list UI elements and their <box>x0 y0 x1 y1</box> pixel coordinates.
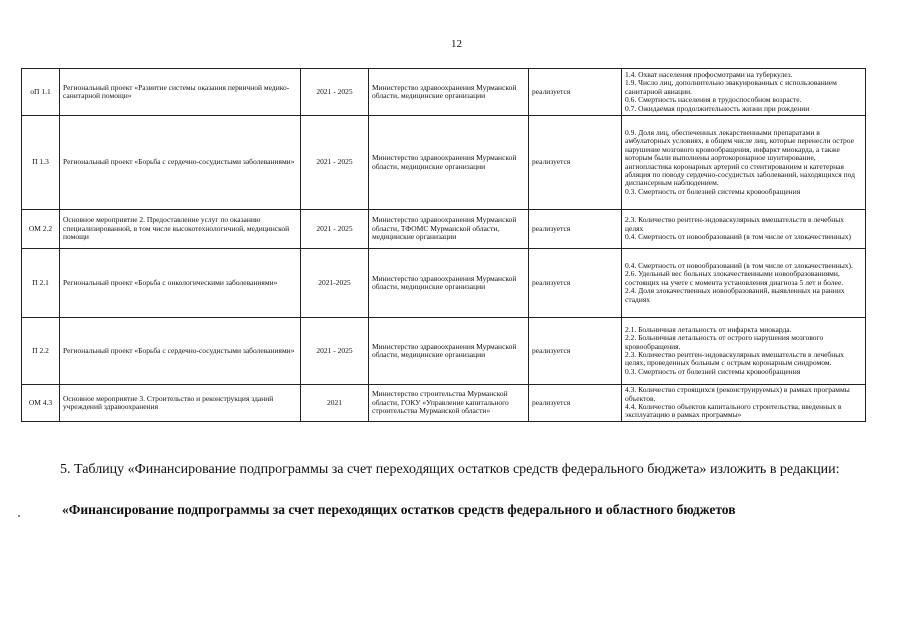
row-name: Региональный проект «Борьба с сердечно-сосудистыми заболеваниями» <box>60 116 301 210</box>
indicator-line: 4.4. Количество объектов капитального строительства, введенных в эксплуатацию в рамках программы» <box>625 402 842 420</box>
row-indicators <box>622 210 866 249</box>
row-executor: Министерство здравоохранения Мурманской области, ТФОМС Мурманской области, медицинские организации <box>369 210 529 249</box>
row-status: реализуется <box>529 318 622 385</box>
indicator-line: 2.6. Удельный вес больных злокачественными новообразованиями, состоящих на учете с момента установления диагноза 5 лет и более. <box>625 269 844 287</box>
paragraph-5: 5. Таблицу «Финансирование подпрограммы за счет переходящих остатков средств федерального бюджета» изложить в редакции: <box>60 462 840 477</box>
row-code: оП 1.1 <box>22 69 60 116</box>
row-name: Региональный проект «Борьба с сердечно-сосудистыми заболеваниями» <box>60 318 301 385</box>
indicator-line: 2.3. Количество рентген-эндоваскулярных вмешательств в лечебных целях <box>625 215 845 233</box>
measures-table <box>21 68 866 422</box>
indicator-line: 0.3. Смертность от болезней системы кровообращения <box>625 186 801 196</box>
row-executor: Министерство строительства Мурманской области, ГОКУ «Управление капитального строительства Мурманской области» <box>369 385 529 422</box>
indicator-line: 1.9. Число лиц, дополнительно эвакуированных с использованием санитарной авиации. <box>625 78 837 96</box>
indicator-line: 4.3. Количество строящихся (реконструируемых) в рамках программы объектов. <box>625 385 850 403</box>
row-executor: Министерство здравоохранения Мурманской области, медицинские организации <box>369 69 529 116</box>
table-row <box>22 249 866 318</box>
row-executor: Министерство здравоохранения Мурманской области, медицинские организации <box>369 116 529 210</box>
row-status: реализуется <box>529 69 622 116</box>
row-status: реализуется <box>529 116 622 210</box>
table-row <box>22 210 866 249</box>
row-indicators <box>622 69 866 116</box>
table-row <box>22 116 866 210</box>
row-code: П 1.3 <box>22 116 60 210</box>
row-period: 2021 <box>301 385 369 422</box>
row-period: 2021 - 2025 <box>301 210 369 249</box>
row-indicators <box>622 318 866 385</box>
indicator-line: 1.4. Охват населения профосмотрами на туберкулез. <box>625 69 793 79</box>
indicator-line: 2.2. Больничная летальность от острого нарушения мозгового кровообращения. <box>625 333 824 351</box>
row-name: Основное мероприятие 2. Предоставление услуг по оказанию специализированной, в том числе высокотехнологичной, медицинской помощи <box>60 210 301 249</box>
row-status: реализуется <box>529 249 622 318</box>
indicator-line: 0.4. Смертность от новообразований (в том числе от злокачественных). <box>625 260 853 270</box>
row-code: П 2.2 <box>22 318 60 385</box>
row-period: 2021-2025 <box>301 249 369 318</box>
row-indicators <box>622 116 866 210</box>
section-heading: «Финансирование подпрограммы за счет переходящих остатков средств федерального и областного бюджетов <box>62 502 736 517</box>
row-code: ОМ 4.3 <box>22 385 60 422</box>
row-period: 2021 - 2025 <box>301 69 369 116</box>
row-status: реализуется <box>529 385 622 422</box>
indicator-line: 2.3. Количество рентген-эндоваскулярных вмешательств в лечебных целях, проведенных больным с острым коронарным синдромом. <box>625 350 845 368</box>
indicator-line: 0.3. Смертность от болезней системы кровообращения <box>625 366 801 376</box>
row-indicators <box>622 385 866 422</box>
row-period: 2021 - 2025 <box>301 116 369 210</box>
indicator-line: 0.7. Ожидаемая продолжительность жизни при рождении <box>625 103 810 113</box>
indicator-line: 2.4. Доля злокачественных новообразований, выявленных на ранних стадиях <box>625 286 845 304</box>
row-period: 2021 - 2025 <box>301 318 369 385</box>
row-code: П 2.1 <box>22 249 60 318</box>
row-executor: Министерство здравоохранения Мурманской области, медицинские организации <box>369 318 529 385</box>
row-name: Основное мероприятие 3. Строительство и реконструкция зданий учреждений здравоохранения <box>60 385 301 422</box>
row-status: реализуется <box>529 210 622 249</box>
table-row <box>22 318 866 385</box>
indicator-line: 0.4. Смертность от новообразований (в том числе от злокачественных) <box>625 232 852 242</box>
row-executor: Министерство здравоохранения Мурманской области, медицинские организации <box>369 249 529 318</box>
table-body <box>22 69 866 422</box>
page-number: 12 <box>451 38 462 50</box>
table-row <box>22 385 866 422</box>
row-code: ОМ 2.2 <box>22 210 60 249</box>
indicator-line: 0.6. Смертность населения в трудоспособном возрасте. <box>625 95 802 105</box>
scan-mark <box>18 515 20 517</box>
row-name: Региональный проект «Развитие системы оказания первичной медико-санитарной помощи» <box>60 69 301 116</box>
table-row <box>22 69 866 116</box>
row-name: Региональный проект «Борьба с онкологическими заболеваниями» <box>60 249 301 318</box>
indicator-line: 0.9. Доля лиц, обеспеченных лекарственными препаратами в амбулаторных условиях, в общем числе лиц, которые перенесли острое нарушение мозгового кровообращения, инфаркт миокарда, а также которым были выполнены аортокоронарное шунтирование, ангиопластика коронарных артерий со стентированием и катетерная абляция по поводу сердечно-сосудистых заболеваний, находящихся под диспансерным наблюдением. <box>625 127 855 188</box>
indicator-line: 2.1. Больничная летальность от инфаркта миокарда. <box>625 324 792 334</box>
row-indicators <box>622 249 866 318</box>
